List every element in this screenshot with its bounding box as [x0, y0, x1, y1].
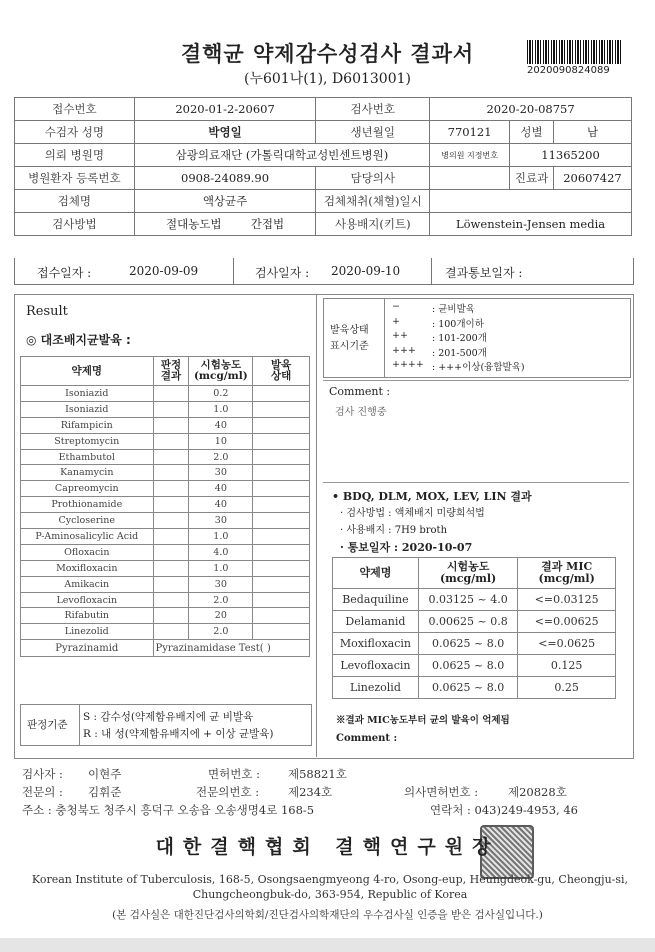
reported-label: 결과통보일자 : — [445, 266, 523, 280]
dept-label: 진료과 — [510, 167, 554, 190]
drug-concentration: 1.0 — [189, 560, 253, 576]
growth-criteria-box — [323, 298, 631, 378]
birth-label: 생년월일 — [316, 121, 430, 144]
drug-growth — [253, 608, 310, 624]
mic-row — [333, 611, 616, 633]
drug-row — [21, 481, 310, 497]
mic-result: 0.25 — [518, 677, 616, 699]
mic-range: 0.00625 ~ 0.8 — [418, 611, 518, 633]
divider — [79, 705, 80, 745]
drug-name: Rifampicin — [21, 417, 154, 433]
drug-name: Kanamycin — [21, 465, 154, 481]
drug-judgement — [153, 576, 189, 592]
criteria-s: S : 감수성(약제함유배지에 균 비발육 — [83, 711, 254, 723]
patient-name: 박영일 — [134, 121, 316, 144]
drug-growth — [253, 513, 310, 529]
drug-concentration: 30 — [189, 513, 253, 529]
drug-concentration: 0.2 — [189, 386, 253, 402]
growth-symbol: ++++ — [392, 359, 424, 370]
drug-growth — [253, 560, 310, 576]
drug-growth — [253, 386, 310, 402]
comment-label: Comment : — [329, 385, 391, 398]
collect-date — [430, 190, 632, 213]
bdq-method: · 검사방법 : 액체배지 미량희석법 — [340, 508, 485, 519]
drug-growth — [253, 592, 310, 608]
mic-drug: Levofloxacin — [333, 655, 419, 677]
drug-concentration: 30 — [189, 465, 253, 481]
drug-row — [21, 386, 310, 402]
mic-table — [332, 557, 616, 699]
drug-row — [21, 576, 310, 592]
mic-row — [333, 589, 616, 611]
growth-symbol: + — [392, 315, 400, 327]
bdq-medium: · 사용배지 : 7H9 broth — [340, 525, 448, 536]
growth-criteria-list — [392, 301, 622, 374]
drug-growth — [253, 449, 310, 465]
receipt-no-label: 접수번호 — [15, 98, 135, 121]
hospital-name: 삼광의료재단 (가톨릭대학교성빈센트병원) — [134, 144, 429, 167]
growth-desc: : 101-200개 — [432, 333, 487, 344]
growth-criteria-item — [392, 345, 622, 360]
drug-growth — [253, 433, 310, 449]
drug-judgement — [153, 544, 189, 560]
reg-no-label: 병원환자 등록번호 — [15, 167, 135, 190]
bdq-report-date: · 통보일자 : 2020-10-07 — [340, 541, 473, 554]
drug-row — [21, 417, 310, 433]
mic-drug: Bedaquiline — [333, 589, 419, 611]
dates-row — [14, 258, 634, 285]
document-title: 결핵균 약제감수성검사 결과서 — [180, 42, 475, 66]
growth-criteria-item — [392, 359, 622, 374]
drug-row — [21, 544, 310, 560]
drug-name: Isoniazid — [21, 386, 154, 402]
drug-concentration: 30 — [189, 576, 253, 592]
panel-divider — [316, 294, 317, 757]
mic-row — [333, 633, 616, 655]
growth-desc: : +++이상(융합발육) — [432, 362, 525, 373]
pyrazinamidase-test: Pyrazinamidase Test( ) — [153, 640, 309, 657]
specialist-no-label: 전문의번호 : — [196, 785, 260, 799]
hospital-label: 의뢰 병원명 — [15, 144, 135, 167]
info-table — [14, 97, 632, 236]
barcode-number: 2020090824089 — [527, 65, 610, 76]
drug-concentration: 40 — [189, 481, 253, 497]
comment-box — [323, 380, 629, 483]
drug-judgement — [153, 560, 189, 576]
mic-result: <=0.03125 — [518, 589, 616, 611]
drug-row — [21, 433, 310, 449]
growth-desc: : 201-500개 — [432, 347, 487, 359]
mic-result: <=0.00625 — [518, 611, 616, 633]
growth-criteria-item — [392, 301, 622, 316]
certification-note: (본 검사실은 대한진단검사의학회/진단검사의학재단의 우수검사실 인증을 받은 검사실입니다.) — [112, 909, 543, 921]
drug-name: Capreomycin — [21, 481, 154, 497]
mic-row — [333, 655, 616, 677]
drug-name: Linezolid — [21, 624, 154, 640]
growth-symbol: ++ — [392, 330, 408, 341]
drug-concentration: 10 — [189, 433, 253, 449]
divider — [233, 258, 234, 284]
drug-judgement — [153, 497, 189, 513]
specialist-label: 전문의 : — [22, 785, 63, 799]
specimen-label: 검체명 — [15, 190, 135, 213]
divider — [384, 299, 385, 377]
drug-name: P-Aminosalicylic Acid — [21, 529, 154, 545]
col-conc: 시험농도 (mcg/ml) — [189, 357, 253, 386]
mic-result: <=0.0625 — [518, 633, 616, 655]
examiner-label: 검사자 : — [22, 767, 63, 781]
mic-row — [333, 677, 616, 699]
institute-address-en: Korean Institute of Tuberculosis, 168-5, Osongsaengmyeong 4-ro, Osong-eup, Heungdeok-gu, Cheongju-si, Chungcheongbuk-do, 363-954, Republic of Korea — [31, 873, 629, 901]
mic-range: 0.0625 ~ 8.0 — [418, 677, 518, 699]
patient-label: 수검자 성명 — [15, 121, 135, 144]
drug-name: Ethambutol — [21, 449, 154, 465]
test-no: 2020-20-08757 — [430, 98, 632, 121]
received-label: 접수일자 : — [37, 266, 92, 280]
drug-concentration: 2.0 — [189, 449, 253, 465]
mic-drug: Moxifloxacin — [333, 633, 419, 655]
mic-col-result: 결과 MIC (mcg/ml) — [518, 558, 616, 589]
drug-name: Rifabutin — [21, 608, 154, 624]
sex: 남 — [553, 121, 631, 144]
comment-text: 검사 진행중 — [335, 407, 387, 418]
growth-symbol: +++ — [392, 344, 416, 356]
drug-row — [21, 513, 310, 529]
divider — [323, 482, 629, 483]
medium-label: 사용배지(키트) — [316, 213, 430, 236]
mic-result: 0.125 — [518, 655, 616, 677]
drug-name: Isoniazid — [21, 401, 154, 417]
drug-name: Levofloxacin — [21, 592, 154, 608]
specialist-no: 제234호 — [288, 785, 333, 799]
drug-table — [20, 356, 310, 657]
col-growth: 발육 상태 — [253, 357, 310, 386]
mic-col-drug: 약제명 — [333, 558, 419, 589]
mic-rows — [333, 589, 616, 699]
mic-col-conc: 시험농도 (mcg/ml) — [418, 558, 518, 589]
drug-judgement — [153, 386, 189, 402]
criteria-box — [20, 704, 312, 746]
col-drug: 약제명 — [21, 357, 154, 386]
mic-range: 0.0625 ~ 8.0 — [418, 633, 518, 655]
drug-judgement — [153, 433, 189, 449]
drug-growth — [253, 497, 310, 513]
bdq-section — [332, 488, 532, 556]
received-date: 2020-09-09 — [129, 264, 199, 278]
drug-judgement — [153, 529, 189, 545]
drug-growth — [253, 465, 310, 481]
result-title: Result — [26, 304, 68, 319]
method — [134, 213, 316, 236]
drug-row — [21, 449, 310, 465]
doctor-license-label: 의사면허번호 : — [404, 785, 479, 799]
drug-row — [21, 624, 310, 640]
bdq-title: • BDQ, DLM, MOX, LEV, LIN 결과 — [332, 490, 532, 503]
growth-criteria-item — [392, 316, 622, 331]
method-label: 검사방법 — [15, 213, 135, 236]
address: 주소 : 충청북도 청주시 흥덕구 오송읍 오송생명4로 168-5 — [22, 803, 315, 817]
drug-growth — [253, 481, 310, 497]
drug-growth — [253, 401, 310, 417]
drug-judgement — [153, 417, 189, 433]
drug-judgement — [153, 592, 189, 608]
criteria-label: 판정기준 — [27, 719, 68, 731]
mic-range: 0.0625 ~ 8.0 — [418, 655, 518, 677]
doctor-label: 담당의사 — [316, 167, 430, 190]
license: 제58821호 — [288, 767, 347, 781]
scan-edge — [0, 938, 655, 952]
drug-name: Streptomycin — [21, 433, 154, 449]
reg-no: 0908-24089.90 — [134, 167, 316, 190]
drug-concentration: 1.0 — [189, 529, 253, 545]
criteria-r: R : 내 성(약제함유배지에 + 이상 균발육) — [83, 728, 274, 740]
drug-row — [21, 608, 310, 624]
drug-name: Prothionamide — [21, 497, 154, 513]
phone: 연락처 : 043)249-4953, 46 — [430, 803, 578, 817]
hospital-code-label: 병의원 지정번호 — [430, 144, 510, 167]
drug-concentration: 1.0 — [189, 401, 253, 417]
drug-row — [21, 497, 310, 513]
collect-label: 검체채취(채혈)일시 — [316, 190, 430, 213]
mic-range: 0.03125 ~ 4.0 — [418, 589, 518, 611]
drug-name: Ofloxacin — [21, 544, 154, 560]
drug-judgement — [153, 401, 189, 417]
license-label: 면허번호 : — [208, 767, 260, 781]
growth-criteria-label: 발육상태 표시기준 — [330, 325, 369, 352]
drug-judgement — [153, 481, 189, 497]
drug-row — [21, 560, 310, 576]
examiner: 이현주 — [88, 767, 122, 781]
col-judge: 판정 결과 — [153, 357, 189, 386]
drug-concentration: 40 — [189, 497, 253, 513]
drug-name: Amikacin — [21, 576, 154, 592]
drug-judgement — [153, 465, 189, 481]
drug-concentration: 20 — [189, 608, 253, 624]
drug-growth — [253, 544, 310, 560]
receipt-no: 2020-01-2-20607 — [134, 98, 316, 121]
sex-label: 성별 — [510, 121, 554, 144]
doctor-license: 제20828호 — [508, 785, 567, 799]
growth-symbol: − — [392, 301, 400, 312]
test-no-label: 검사번호 — [316, 98, 430, 121]
growth-criteria-item — [392, 330, 622, 345]
mic-drug: Linezolid — [333, 677, 419, 699]
institute-name: 대한결핵협회 결핵연구원장 — [155, 836, 500, 858]
document-code: (누601나(1), D6013001) — [243, 71, 411, 87]
medium: Löwenstein-Jensen media — [430, 213, 632, 236]
drug-name: Cycloserine — [21, 513, 154, 529]
drug-concentration: 2.0 — [189, 592, 253, 608]
dept: 20607427 — [553, 167, 631, 190]
drug-growth — [253, 624, 310, 640]
drug-concentration: 4.0 — [189, 544, 253, 560]
drug-row — [21, 529, 310, 545]
drug-concentration: 40 — [189, 417, 253, 433]
doctor — [430, 167, 510, 190]
method-indirect: 간접법 — [250, 217, 285, 231]
drug-concentration: 2.0 — [189, 624, 253, 640]
tested-label: 검사일자 : — [255, 266, 310, 280]
drug-name: Moxifloxacin — [21, 560, 154, 576]
drug-row — [21, 465, 310, 481]
birth-date: 770121 — [430, 121, 510, 144]
mic-drug: Delamanid — [333, 611, 419, 633]
drug-judgement — [153, 608, 189, 624]
mic-comment: Comment : — [336, 733, 398, 744]
growth-desc: : 100개이하 — [432, 318, 484, 330]
pyrazinamide: Pyrazinamid — [21, 640, 154, 657]
drug-judgement — [153, 449, 189, 465]
divider — [431, 258, 432, 284]
drug-row — [21, 592, 310, 608]
hospital-code: 11365200 — [510, 144, 632, 167]
drug-growth — [253, 417, 310, 433]
drug-row — [21, 401, 310, 417]
specialist: 김휘준 — [88, 785, 122, 799]
barcode — [527, 40, 623, 64]
drug-rows — [21, 386, 310, 640]
specimen: 액상균주 — [134, 190, 316, 213]
drug-judgement — [153, 513, 189, 529]
drug-growth — [253, 529, 310, 545]
growth-desc: : 균비발육 — [432, 304, 475, 315]
drug-judgement — [153, 624, 189, 640]
tested-date: 2020-09-10 — [331, 264, 401, 278]
control-growth-label: ◎ 대조배지균발육 : — [26, 333, 131, 347]
drug-growth — [253, 576, 310, 592]
mic-note: ※결과 MIC농도부터 균의 발육이 억제됨 — [336, 715, 510, 726]
method-value: 절대농도법 — [165, 217, 222, 231]
